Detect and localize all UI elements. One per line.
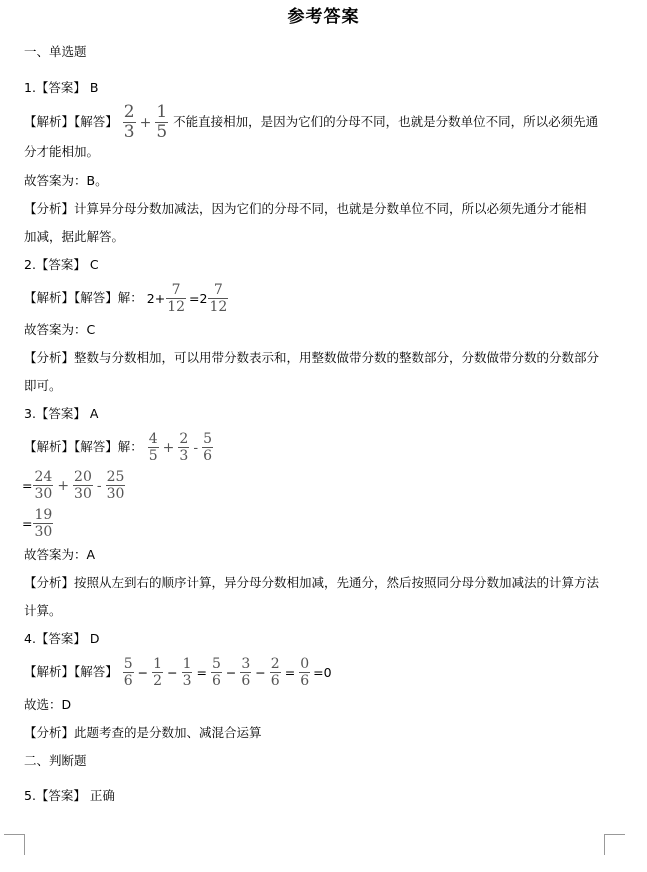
q2-fraction-1: $\frac{7}{12}$ <box>167 282 186 315</box>
q4-fraction-3: $\frac{1}{3}$ <box>182 656 192 689</box>
q3-note-line1: 【分析】按照从左到右的顺序计算，异分母分数相加减，先通分，然后按照同分母分数加减法的计算方法 <box>24 575 600 590</box>
q3-step2-equals: = <box>22 515 33 531</box>
q3-step1 <box>22 470 126 500</box>
q1-analysis-text: 不能直接相加，是因为它们的分母不同，也就是分数单位不同，所以必须先通 <box>173 114 599 129</box>
q3-fraction-1: $\frac{4}{5}$ <box>148 431 158 464</box>
q1-conclusion: 故答案为：B。 <box>24 173 108 188</box>
q3-step1-expression <box>22 470 126 501</box>
q3-note-line2: 计算。 <box>24 603 62 618</box>
q4-fraction-7: $\frac{0}{6}$ <box>300 656 310 689</box>
q2-answer: 2.【答案】 C <box>24 257 99 272</box>
q4-conclusion: 故选：D <box>24 697 72 712</box>
q3-answer: 3.【答案】 A <box>24 406 99 421</box>
q3-fraction-3: $\frac{5}{6}$ <box>203 431 212 464</box>
q2-conclusion: 故答案为：C <box>24 322 96 337</box>
q3-fraction-2: $\frac{2}{3}$ <box>179 431 189 464</box>
q2-note-line1: 【分析】整数与分数相加，可以用带分数表示和，用整数做带分数的整数部分，分数做带分数的分数部分 <box>24 350 600 365</box>
q3-analysis <box>24 432 214 462</box>
q4-minus-4: − <box>255 664 266 680</box>
q1-plus-sign: + <box>139 114 152 131</box>
q4-note-line1: 【分析】此题考查的是分数加、减混合运算 <box>24 725 262 740</box>
q2-expression-start: 2+ <box>146 290 166 306</box>
q4-fraction-5: $\frac{3}{6}$ <box>241 656 251 689</box>
q3-conclusion: 故答案为：A <box>24 547 96 562</box>
q5-answer: 5.【答案】 正确 <box>24 788 115 803</box>
page-corner-mark-right <box>604 834 625 855</box>
q4-analysis-prefix: 【解析】【解答】 <box>24 664 118 679</box>
q4-result: =0 <box>313 664 332 680</box>
q4-fraction-4: $\frac{5}{6}$ <box>211 656 221 689</box>
q1-analysis-continued: 分才能相加。 <box>24 144 100 159</box>
section-heading-single-choice: 一、单选题 <box>24 44 87 59</box>
q4-analysis <box>24 657 332 687</box>
q1-analysis-prefix: 【解析】【解答】 <box>24 114 118 129</box>
q4-expression <box>122 657 332 688</box>
q1-note-line1: 【分析】计算异分母分数加减法，因为它们的分母不同，也就是分数单位不同，所以必须先通分才能相 <box>24 201 587 216</box>
q2-analysis-prefix: 【解析】【解答】解： <box>24 290 143 305</box>
q2-analysis <box>24 283 229 313</box>
q1-analysis <box>24 102 599 142</box>
q3-step2-expression <box>22 508 54 539</box>
q4-minus-1: − <box>137 664 149 680</box>
q3-step1-minus: - <box>96 477 102 494</box>
q4-fraction-6: $\frac{2}{6}$ <box>270 656 280 689</box>
q3-minus-sign: - <box>193 439 199 456</box>
section-heading-true-false: 二、判断题 <box>24 753 87 768</box>
q2-expression <box>147 283 230 314</box>
q3-result-fraction: $\frac{19}{30}$ <box>34 507 53 540</box>
q3-step1-fraction-2: $\frac{20}{30}$ <box>74 469 92 502</box>
q1-fraction-1: $\frac{2}{3}$ <box>123 102 135 142</box>
q3-step1-fraction-1: $\frac{24}{30}$ <box>34 469 53 502</box>
q4-answer: 4.【答案】 D <box>24 631 100 646</box>
q3-expression <box>147 432 214 463</box>
q3-analysis-prefix: 【解析】【解答】解： <box>24 439 143 454</box>
q3-step2 <box>22 508 54 538</box>
q2-fraction-2: $\frac{7}{12}$ <box>209 282 228 315</box>
q3-step1-plus: + <box>57 477 70 494</box>
q4-minus-3: − <box>225 664 237 680</box>
q1-fraction-2: $\frac{1}{5}$ <box>156 102 168 142</box>
q4-equals-2: = <box>284 664 296 680</box>
page-title: 参考答案 <box>287 7 360 27</box>
q2-note-line2: 即可。 <box>24 378 62 393</box>
q4-fraction-1: $\frac{5}{6}$ <box>123 656 133 689</box>
q3-plus-sign: + <box>162 439 175 456</box>
q2-equals-whole: =2 <box>189 290 208 306</box>
page-corner-mark-left <box>4 834 25 855</box>
q3-step1-fraction-3: $\frac{25}{30}$ <box>106 469 125 502</box>
q4-equals-1: = <box>196 664 207 680</box>
q1-expression <box>122 104 169 141</box>
q4-minus-2: − <box>167 664 178 680</box>
q3-step1-equals: = <box>22 477 33 493</box>
q4-fraction-2: $\frac{1}{2}$ <box>153 656 163 689</box>
q1-note-line2: 加减，据此解答。 <box>24 229 125 244</box>
q1-answer: 1.【答案】 B <box>24 80 99 95</box>
